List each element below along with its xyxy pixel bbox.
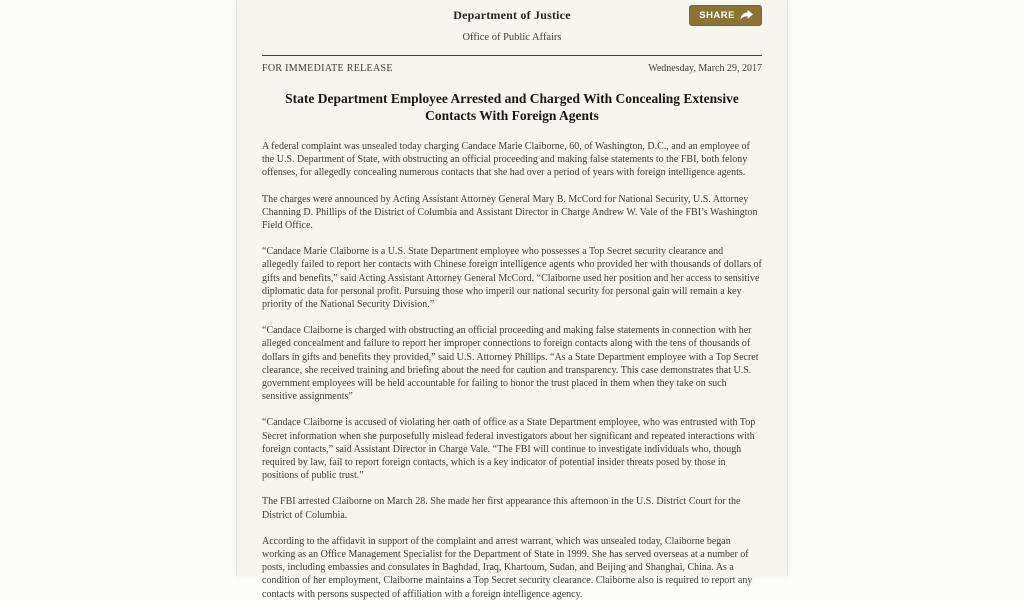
- paragraph-vale-quote: “Candace Claiborne is accused of violating her oath of office as a State Department employee, who was entrusted with Top Secret information when she purposefully mislead federal investigators about her significant and repeated interactions with foreign contacts,” said Assistant Director in Charge Vale. “The FBI will continue to investigate individuals who, though required by law, fail to report foreign contacts, which is a key indicator of potential insider threats posed by those in positions of public trust.”: [262, 417, 756, 482]
- paragraph-phillips-quote: “Candace Claiborne is charged with obstructing an official proceeding and making false statements in connection with her alleged concealment and failure to report her improper connections to foreign contacts along with the tens of thousands of dollars in gifts and benefits they provided,” said U.S. Attorney Phillips. “As a State Department employee with a Top Secret clearance, she received training and briefing about the need for caution and transparency. This case demonstrates that U.S. government employees will be held accountable for failing to honor the trust placed in them when they take on such sensitive assignments”: [262, 325, 759, 403]
- agency-title: Department of Justice: [453, 8, 571, 22]
- release-label: FOR IMMEDIATE RELEASE: [262, 63, 393, 74]
- paragraph-mccord-quote: “Candace Marie Claiborne is a U.S. State Department employee who possesses a Top Secret security clearance and allegedly failed to report her contacts with Chinese foreign intelligence agents who provided her with thousands of dollars of gifts and benefits,” said Acting Assistant Attorney General McCord. “Claiborne used her position and her access to sensitive diplomatic data for personal profit. Pursuing those who imperil our national security for personal gain will remain a key priority of the National Security Division.”: [262, 246, 762, 311]
- paragraph-announcing-officials: The charges were announced by Acting Assistant Attorney General Mary B. McCord for National Security, U.S. Attorney Channing D. Phillips of the District of Columbia and Assistant Director in Charge Andrew W. Vale of the FBI’s Washington Field Office.: [262, 193, 758, 232]
- office-subtitle: Office of Public Affairs: [462, 32, 562, 43]
- press-release-document: [236, 0, 788, 600]
- release-date: Wednesday, March 29, 2017: [648, 63, 762, 74]
- share-button-label: SHARE: [699, 10, 735, 21]
- paragraph-arrest-details: The FBI arrested Claiborne on March 28. She made her first appearance this afternoon in the U.S. District Court for the District of Columbia.: [262, 496, 741, 521]
- paragraph-summary-charges: A federal complaint was unsealed today charging Candace Marie Claiborne, 60, of Washington, D.C., and an employee of the U.S. Department of State, with obstructing an official proceeding and making false statements to the FBI, both felony offenses, for allegedly concealing numerous contacts that she had over a period of years with foreign intelligence agents.: [262, 141, 750, 179]
- header-divider: [262, 55, 762, 56]
- share-button[interactable]: [689, 5, 762, 26]
- release-row: [262, 63, 762, 74]
- paragraph-affidavit-background: According to the affidavit in support of the complaint and arrest warrant, which was unsealed today, Claiborne began working as an Office Management Specialist for the Department of State in 1999. She has served overseas at a number of posts, including embassies and consulates in Baghdad, Iraq, Khartoum, Sudan, and Beijing and Shanghai, China. As a condition of her employment, Claiborne maintains a Top Secret security clearance. Claiborne also is required to report any contacts with persons suspected of affiliation with a foreign intelligence agency.: [262, 535, 753, 600]
- masthead: [262, 5, 762, 43]
- press-release-title: State Department Employee Arrested and Charged With Concealing Extensive Contacts With Foreign Agents: [285, 91, 739, 123]
- press-release-body: [262, 140, 762, 601]
- share-arrow-icon: [740, 10, 753, 21]
